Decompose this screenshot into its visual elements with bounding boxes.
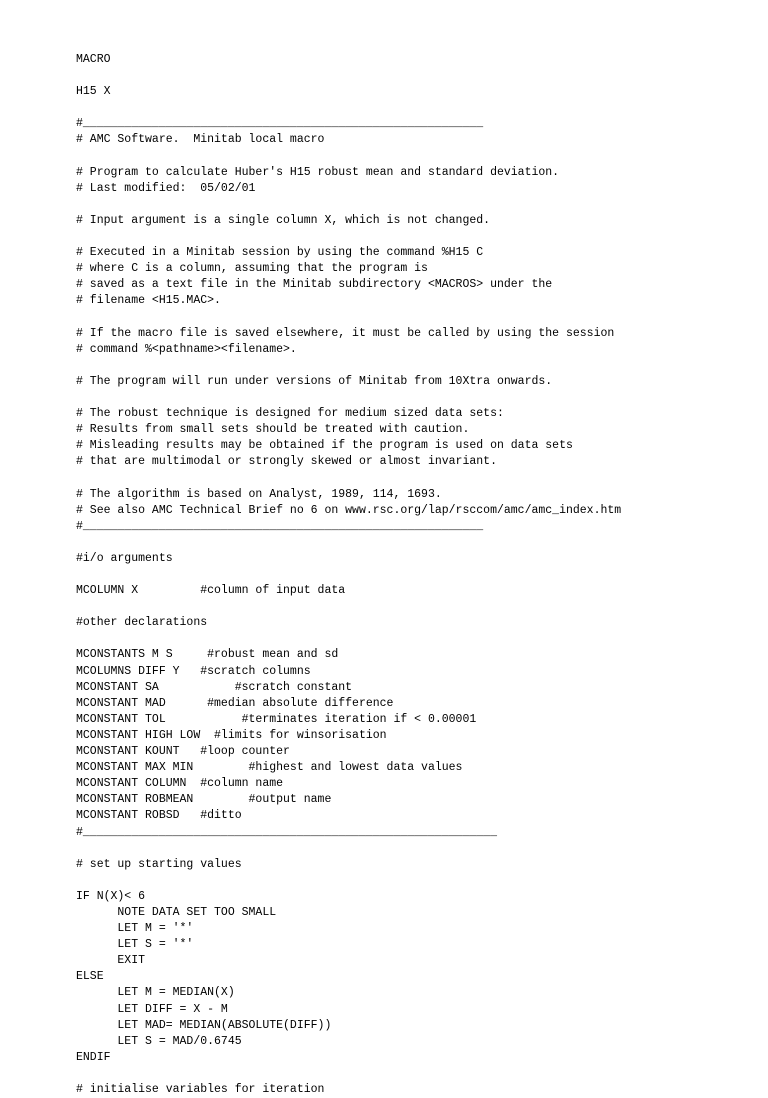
code-line: NOTE DATA SET TOO SMALL (76, 905, 277, 919)
code-line: # See also AMC Technical Brief no 6 on www.rsc.org/lap/rsccom/amc/amc_index.htm (76, 503, 622, 517)
code-line: MCONSTANT ROBMEAN #output name (76, 793, 332, 807)
code-line: # AMC Software. Minitab local macro (76, 133, 325, 147)
code-line: #i/o arguments (76, 551, 173, 565)
code-line: MCONSTANT HIGH LOW #limits for winsorisation (76, 728, 387, 742)
code-line: MCONSTANT KOUNT #loop counter (76, 745, 290, 759)
code-line (76, 631, 621, 647)
code-line: MCONSTANT COLUMN #column name (76, 777, 284, 791)
code-line: LET MAD= MEDIAN(ABSOLUTE(DIFF)) (76, 1018, 332, 1032)
code-line: # command %<pathname><filename>. (76, 342, 297, 356)
code-line: MCONSTANTS M S #robust mean and sd (76, 648, 339, 662)
code-line: ELSE (76, 970, 104, 984)
code-line: MCONSTANT TOL #terminates iteration if < 0.00001 (76, 712, 477, 726)
code-line: # filename <H15.MAC>. (76, 294, 221, 308)
code-line: LET S = MAD/0.6745 (76, 1034, 242, 1048)
code-line: #__________________________________________________________ (76, 519, 484, 533)
code-line: MCONSTANT ROBSD #ditto (76, 809, 242, 823)
code-line (76, 100, 621, 116)
code-line: # If the macro file is saved elsewhere, it must be called by using the session (76, 326, 615, 340)
code-line: MCONSTANT MAD #median absolute difference (76, 696, 394, 710)
code-line: EXIT (76, 954, 146, 968)
code-line (76, 1066, 621, 1082)
code-line: # that are multimodal or strongly skewed or almost invariant. (76, 455, 497, 469)
code-line: # where C is a column, assuming that the program is (76, 262, 428, 276)
code-line: H15 X (76, 85, 111, 99)
code-line (76, 68, 621, 84)
code-line (76, 873, 621, 889)
code-line (76, 358, 621, 374)
code-line (76, 535, 621, 551)
code-line: # Input argument is a single column X, which is not changed. (76, 213, 491, 227)
code-line: # The algorithm is based on Analyst, 1989, 114, 1693. (76, 487, 442, 501)
code-line (76, 599, 621, 615)
macro-source-text (76, 52, 621, 1098)
code-line: # Results from small sets should be treated with caution. (76, 423, 470, 437)
code-line: MCOLUMNS DIFF Y #scratch columns (76, 664, 311, 678)
code-line: # Program to calculate Huber's H15 robust mean and standard deviation. (76, 165, 560, 179)
code-line (76, 567, 621, 583)
code-line: LET DIFF = X - M (76, 1002, 228, 1016)
code-line: LET M = MEDIAN(X) (76, 986, 235, 1000)
code-line: LET M = '*' (76, 922, 194, 936)
code-line: IF N(X)< 6 (76, 889, 146, 903)
code-line: # The program will run under versions of Minitab from 10Xtra onwards. (76, 374, 553, 388)
code-line: # Last modified: 05/02/01 (76, 181, 256, 195)
code-line: MCOLUMN X #column of input data (76, 584, 346, 598)
code-line: # Misleading results may be obtained if the program is used on data sets (76, 439, 573, 453)
code-line: MACRO (76, 53, 111, 66)
code-line: #__________________________________________________________ (76, 117, 484, 131)
code-line (76, 229, 621, 245)
code-line: # initialise variables for iteration (76, 1083, 325, 1096)
code-line: #other declarations (76, 616, 208, 630)
code-line: # Executed in a Minitab session by using the command %H15 C (76, 246, 484, 260)
code-line (76, 149, 621, 165)
code-line: #____________________________________________________________ (76, 825, 497, 839)
code-line: # The robust technique is designed for medium sized data sets: (76, 407, 504, 421)
code-line: LET S = '*' (76, 938, 194, 952)
code-line (76, 390, 621, 406)
code-line (76, 197, 621, 213)
code-line: MCONSTANT MAX MIN #highest and lowest data values (76, 761, 463, 775)
code-line (76, 841, 621, 857)
code-line: MCONSTANT SA #scratch constant (76, 680, 353, 694)
code-line: ENDIF (76, 1050, 111, 1064)
code-line: # saved as a text file in the Minitab subdirectory <MACROS> under the (76, 278, 553, 292)
code-line (76, 310, 621, 326)
code-line (76, 470, 621, 486)
code-line: # set up starting values (76, 857, 242, 871)
